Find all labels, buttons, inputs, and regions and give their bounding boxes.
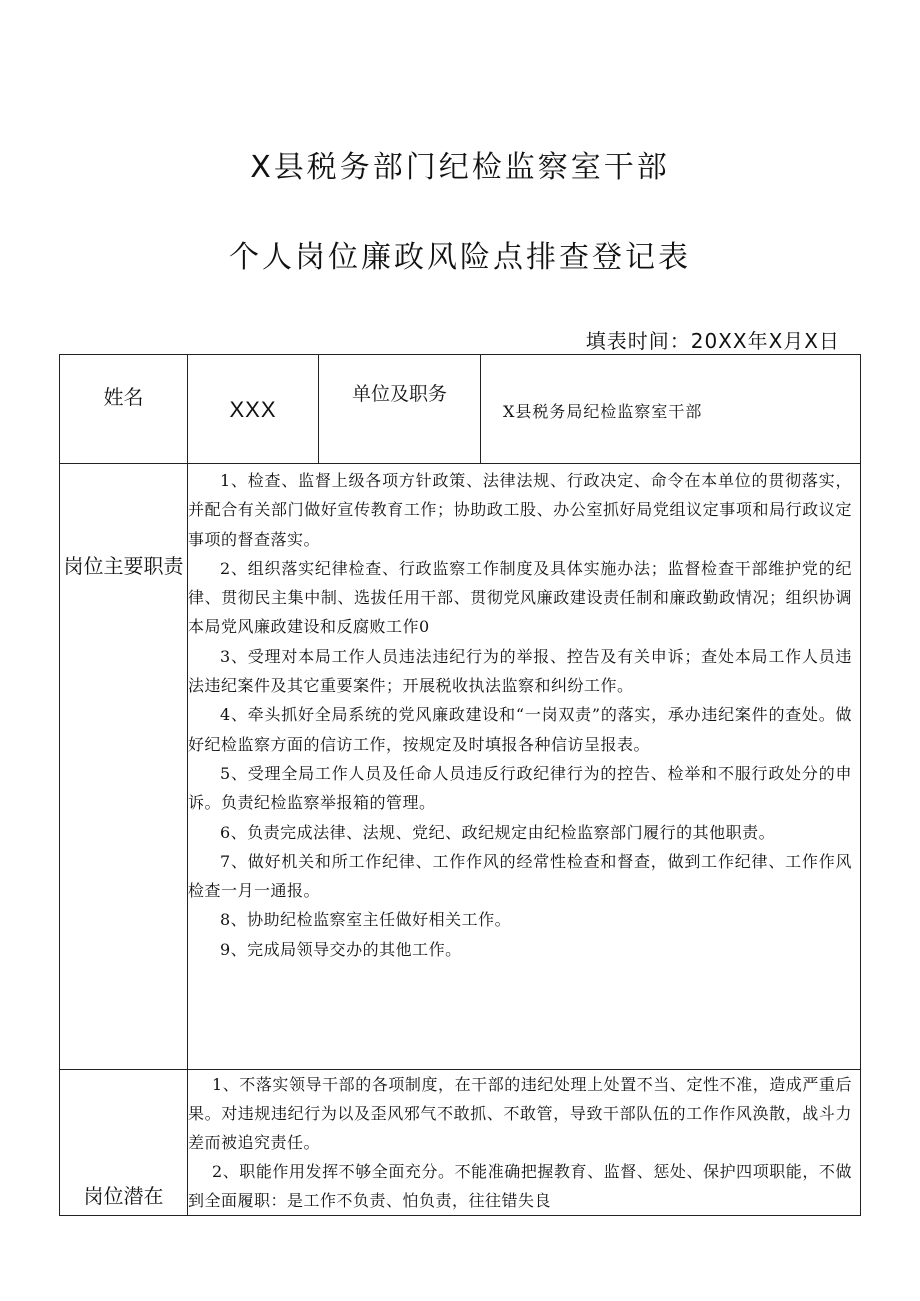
duty-item: 7、做好机关和所工作纪律、工作作风的经常性检查和督查，做到工作纪律、工作作风检查一月一通报。 bbox=[188, 851, 852, 901]
table-row bbox=[60, 464, 861, 1070]
duty-item: 3、受理对本局工作人员违法违纪行为的举报、控告及有关申诉；查处本局工作人员违法违纪案件及其它重要案件；开展税收执法监察和纠纷工作。 bbox=[188, 646, 852, 696]
risks-content bbox=[188, 1070, 861, 1216]
risk-item: 1、不落实领导干部的各项制度，在干部的违纪处理上处置不当、定性不准，造成严重后果。对违规违纪行为以及歪风邪气不敢抓、不敢管，导致干部队伍的工作作风涣散，战斗力差而被追究责任。 bbox=[188, 1075, 852, 1152]
risk-item: 2、职能作用发挥不够全面充分。不能准确把握教育、监督、惩处、保护四项职能，不做到全面履职：是工作不负责、怕负责，往往错失良 bbox=[188, 1162, 852, 1210]
duty-item: 1、检查、监督上级各项方针政策、法律法规、行政决定、命令在本单位的贯彻落实，并配合有关部门做好宣传教育工作；协助政工股、办公室抓好局党组议定事项和局行政议定事项的督查落实。 bbox=[188, 471, 852, 549]
unit-label: 单位及职务 bbox=[319, 355, 481, 464]
risks-label: 岗位潜在 bbox=[60, 1070, 188, 1216]
duties-content bbox=[188, 464, 861, 1070]
duty-item: 5、受理全局工作人员及任命人员违反行政纪律行为的控告、检举和不服行政处分的申诉。负责纪检监察举报箱的管理。 bbox=[188, 763, 852, 813]
table-row bbox=[60, 355, 861, 464]
duty-item: 9、完成局领导交办的其他工作。 bbox=[220, 939, 462, 959]
fill-date: 填表时间：20XX年X月X日 bbox=[585, 329, 840, 353]
registration-table bbox=[59, 354, 861, 1216]
duty-item: 6、负责完成法律、法规、党纪、政纪规定由纪检监察部门履行的其他职责。 bbox=[220, 822, 776, 842]
table-row bbox=[60, 1070, 861, 1216]
title-line-2: 个人岗位廉政风险点排查登记表 bbox=[229, 240, 691, 275]
duty-item: 2、组织落实纪律检查、行政监察工作制度及具体实施办法；监督检查干部维护党的纪律、贯彻民主集中制、选拔任用干部、贯彻党风廉政建设责任制和廉政勤政情况；组织协调本局党风廉政建设和反腐败工作0 bbox=[188, 558, 852, 637]
duties-label: 岗位主要职责 bbox=[60, 464, 188, 1070]
name-value: XXX bbox=[188, 355, 319, 464]
name-label: 姓名 bbox=[60, 355, 188, 464]
unit-value: X县税务局纪检监察室干部 bbox=[481, 355, 861, 464]
duty-item: 4、牵头抓好全局系统的党风廉政建设和“一岗双责”的落实，承办违纪案件的查处。做好纪检监察方面的信访工作，按规定及时填报各种信访呈报表。 bbox=[188, 705, 852, 754]
duty-item: 8、协助纪检监察室主任做好相关工作。 bbox=[220, 910, 512, 930]
title-line-1: X县税务部门纪检监察室干部 bbox=[250, 150, 670, 185]
